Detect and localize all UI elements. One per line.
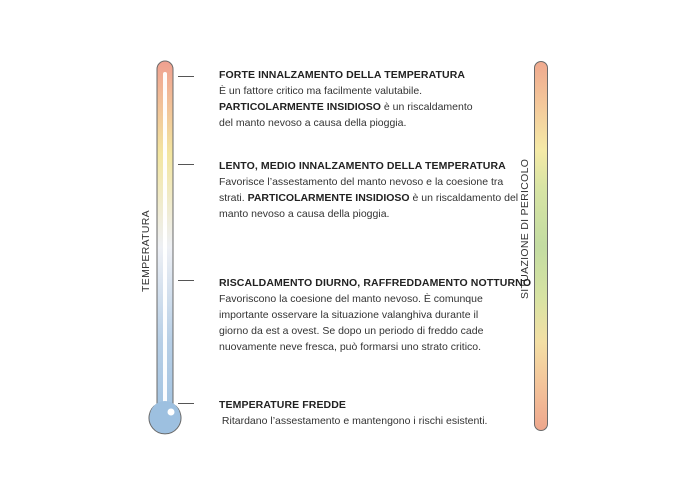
level-text: del manto nevoso a causa della pioggia. bbox=[219, 117, 407, 129]
thermometer-bulb-highlight bbox=[168, 409, 175, 416]
level-heading: FORTE INNALZAMENTO DELLA TEMPERATURA bbox=[219, 69, 466, 81]
level-slow-warming bbox=[219, 158, 519, 222]
level-text: Ritardano l’assestamento e mantengono i rischi esistenti. bbox=[219, 415, 488, 427]
temperature-axis-label: TEMPERATURA bbox=[140, 210, 152, 292]
danger-scale-bar bbox=[534, 61, 548, 431]
danger-axis-label: SITUAZIONE DI PERICOLO bbox=[519, 158, 531, 299]
level-text: nuovamente neve fresca, può formarsi uno strato critico. bbox=[219, 341, 482, 353]
level-heading: LENTO, MEDIO INNALZAMENTO DELLA TEMPERATURA bbox=[219, 160, 506, 172]
tick-strong-warming bbox=[178, 76, 194, 77]
level-text: È un fattore critico ma facilmente valutabile. bbox=[219, 85, 423, 97]
tick-cold bbox=[178, 403, 194, 404]
level-text: Favoriscono la coesione del manto nevoso. È comunque bbox=[219, 293, 483, 305]
level-heading: TEMPERATURE FREDDE bbox=[219, 399, 347, 411]
level-text: importante osservare la situazione valanghiva durante il bbox=[219, 309, 479, 321]
level-daily-cycle bbox=[219, 275, 532, 355]
tick-slow-warming bbox=[178, 164, 194, 165]
level-text: manto nevoso a causa della pioggia. bbox=[219, 208, 390, 220]
tick-daily-cycle bbox=[178, 280, 194, 281]
level-text: Favorisce l’assestamento del manto nevoso e la coesione tra bbox=[219, 176, 504, 188]
thermometer-bulb bbox=[150, 401, 180, 431]
level-text: giorno da est a ovest. Se dopo un periodo di freddo cade bbox=[219, 325, 484, 337]
thermometer-stem bbox=[163, 72, 167, 404]
level-heading: RISCALDAMENTO DIURNO, RAFFREDDAMENTO NOTTURNO bbox=[219, 277, 532, 289]
level-cold bbox=[219, 397, 519, 429]
level-strong-warming bbox=[219, 67, 519, 131]
level-text: PARTICOLARMENTE INSIDIOSO è un riscaldamento bbox=[219, 101, 473, 113]
level-text: strati. PARTICOLARMENTE INSIDIOSO è un riscaldamento del bbox=[219, 192, 519, 204]
